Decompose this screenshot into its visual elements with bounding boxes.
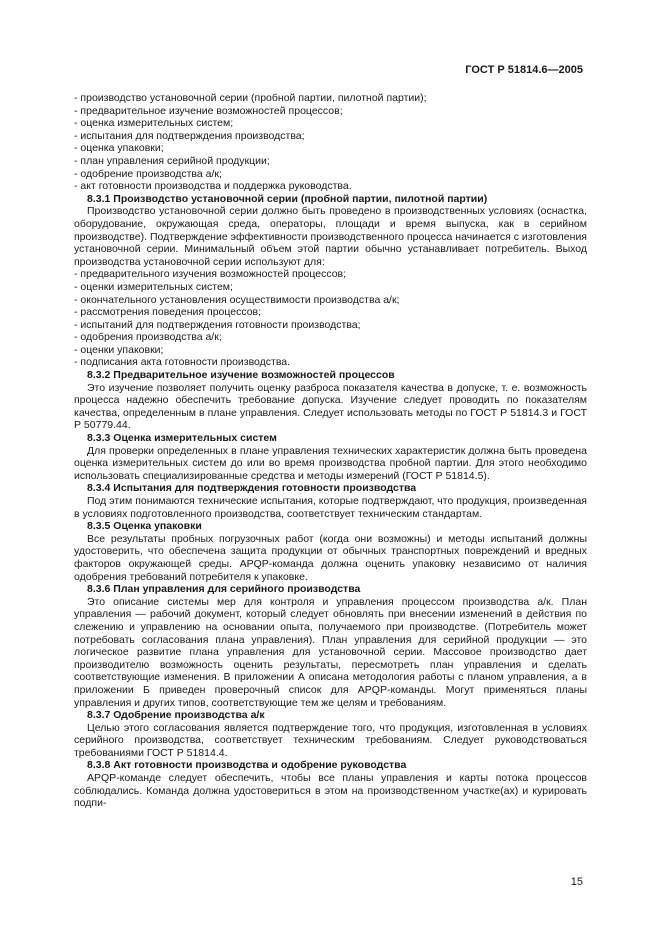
list-item: - испытаний для подтверждения готовности производства; bbox=[74, 318, 361, 331]
paragraph: Для проверки определенных в плане управления технических характеристик должна быть проведена оценка измерительных систем до или во время производства пробной партии. Для этого необходимо использовать специализированные средства и методы измерений (ГОСТ Р 51814.5). bbox=[74, 444, 587, 482]
list-item: - окончательного установления осуществимости производства а/к; bbox=[74, 293, 400, 306]
section-heading-8-3-1: 8.3.1 Производство установочной серии (пробной партии, пилотной партии) bbox=[87, 192, 488, 205]
paragraph: Целью этого согласования является подтверждение того, что продукция, изготовленная в условиях серийного производства, соответствует техническим требованиям. Следует руководствоваться требованиями ГОСТ Р 51814.4. bbox=[74, 721, 587, 759]
list-item: - оценка измерительных систем; bbox=[74, 117, 234, 130]
paragraph: Все результаты пробных погрузочных работ (когда они возможны) и методы испытаний должны удостоверить, что обеспечена защита продукции от обычных транспортных повреждений и вредных факторов окружающей среды. APQP-команда должна оценить упаковку независимо от наличия одобрения требований потребителя к упаковке. bbox=[74, 532, 587, 583]
list-item: - акт готовности производства и поддержка руководства. bbox=[74, 180, 352, 193]
list-item: - производство установочной серии (пробной партии, пилотной партии); bbox=[74, 92, 427, 104]
section-heading-8-3-3: 8.3.3 Оценка измерительных систем bbox=[87, 432, 277, 445]
intro-list bbox=[74, 92, 587, 193]
list-item: - оценки упаковки; bbox=[74, 343, 164, 356]
paragraph: Это изучение позволяет получить оценку разброса показателя качества в допуске, т. е. возможность процесса надежно обеспечить требование допуска. Изучение следует проводить по показателям качества, определенным в плане управления. Следует использовать методы по ГОСТ Р 51814.3 и ГОСТ Р 50779.44. bbox=[74, 381, 587, 432]
section-heading-8-3-5: 8.3.5 Оценка упаковки bbox=[87, 520, 202, 533]
page-content bbox=[74, 92, 587, 810]
paragraph: Это описание системы мер для контроля и управления процессом производства а/к. План управления — рабочий документ, который следует обновлять при внесении изменений в действия по слежению и управлению на основании опыта, получаемого при производстве. (Потребитель может потребовать согласования плана управления). План управления для серийной продукции — это логическое развитие плана управления для установочной серии. Массовое производство дает производителю возможность оценить результаты, пересмотреть план управления и сделать соответствующие изменения. В приложении А описана методология работы с планом управления, а в приложении Б приведен проверочный список для APQP-команды. Могут применяться планы управления и других типов, соответствующие тем же целям и требованиям. bbox=[74, 595, 587, 709]
list-item: - предварительное изучение возможностей процессов; bbox=[74, 104, 343, 117]
section-heading-8-3-8: 8.3.8 Акт готовности производства и одобрение руководства bbox=[87, 759, 407, 772]
s831-list bbox=[74, 268, 587, 369]
page-number: 15 bbox=[570, 876, 583, 888]
paragraph: Под этим понимаются технические испытания, которые подтверждают, что продукция, произведенная в условиях подготовленного производства, соответствует техническим стандартам. bbox=[74, 495, 587, 520]
document-id: ГОСТ Р 51814.6—2005 bbox=[465, 64, 583, 76]
section-heading-8-3-6: 8.3.6 План управления для серийного производства bbox=[87, 583, 361, 596]
list-item: - предварительного изучения возможностей процессов; bbox=[74, 268, 347, 281]
paragraph: APQP-команде следует обеспечить, чтобы все планы управления и карты потока процессов соблюдались. Команда должна удостовериться в этом на производственном участке(ах) и курировать подпи- bbox=[74, 772, 587, 810]
section-heading-8-3-2: 8.3.2 Предварительное изучение возможностей процессов bbox=[87, 369, 395, 382]
list-item: - одобрение производства а/к; bbox=[74, 167, 222, 180]
list-item: - одобрения производства а/к; bbox=[74, 331, 222, 344]
list-item: - оценки измерительных систем; bbox=[74, 280, 233, 293]
section-heading-8-3-4: 8.3.4 Испытания для подтверждения готовности производства bbox=[87, 482, 417, 495]
section-heading-8-3-7: 8.3.7 Одобрение производства а/к bbox=[87, 709, 265, 722]
list-item: - оценка упаковки; bbox=[74, 142, 164, 155]
list-item: - испытания для подтверждения производства; bbox=[74, 129, 305, 142]
list-item: - план управления серийной продукции; bbox=[74, 154, 270, 167]
list-item: - подписания акта готовности производства. bbox=[74, 356, 291, 369]
list-item: - рассмотрения поведения процессов; bbox=[74, 306, 262, 319]
paragraph: Производство установочной серии должно быть проведено в производственных условиях (оснастка, оборудование, окружающая среда, операторы, площади и время выпуска, как в серийном производстве). Подтверждение эффективности производственного процесса начинается с изготовления установочной серии. Минимальный объем этой партии обычно устанавливает потребитель. Выход производства установочной серии используют для: bbox=[74, 205, 587, 268]
